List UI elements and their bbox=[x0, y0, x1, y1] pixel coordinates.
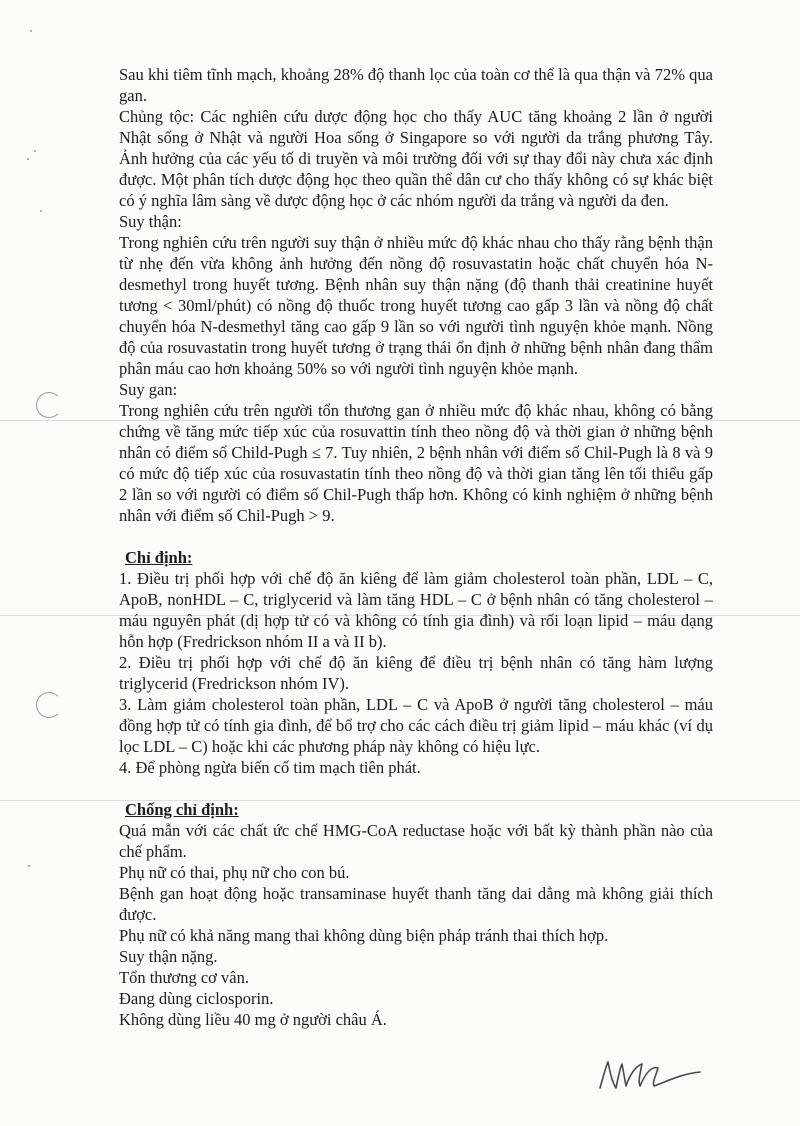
list-item: 4. Để phòng ngừa biến cố tim mạch tiên phát. bbox=[119, 758, 421, 777]
list-item: Quá mẫn với các chất ức chế HMG-CoA reductase hoặc với bất kỳ thành phần nào của chế phẩm. bbox=[119, 821, 713, 861]
document-body bbox=[119, 64, 713, 1030]
scan-dot bbox=[27, 158, 29, 160]
scan-dot bbox=[34, 150, 36, 152]
scan-dot bbox=[30, 30, 32, 32]
paragraph: Trong nghiên cứu trên người suy thận ở nhiều mức độ khác nhau cho thấy rằng bệnh thận từ nhẹ đến vừa không ảnh hưởng đến nồng độ rosuvastatin hoặc chất chuyển hóa N-desmethyl trong huyết tương. Bệnh nhân suy thận nặng (độ thanh thải creatinine huyết tương < 30ml/phút) có nồng độ thuốc trong huyết tương cao gấp 3 lần và nồng độ chất chuyển hóa N-desmethyl tăng cao gấp 9 lần so với người tình nguyện khỏe mạnh. Nồng độ của rosuvastatin trong huyết tương ở trạng thái ổn định ở những bệnh nhân đang thẩm phân máu cao hơn khoảng 50% so với người tình nguyện khỏe mạnh. bbox=[119, 233, 713, 378]
scan-dot bbox=[40, 210, 42, 212]
paragraph: Suy gan: bbox=[119, 380, 178, 399]
scan-dot bbox=[28, 865, 30, 867]
punch-hole-mark bbox=[36, 692, 62, 718]
pharmacokinetics-section bbox=[119, 64, 713, 526]
paragraph: Suy thận: bbox=[119, 212, 182, 231]
list-item: Suy thận nặng. bbox=[119, 947, 218, 966]
list-item: 2. Điều trị phối hợp với chế độ ăn kiêng để điều trị bệnh nhân có tăng hàm lượng triglycerid (Fredrickson nhóm IV). bbox=[119, 653, 713, 693]
paragraph: Trong nghiên cứu trên người tổn thương gan ở nhiều mức độ khác nhau, không có bằng chứng về tăng mức tiếp xúc của rosuvattin tính theo nồng độ và thời gian ở những bệnh nhân có điểm số Child-Pugh ≤ 7. Tuy nhiên, 2 bệnh nhân với điểm số Chil-Pugh là 8 và 9 có mức độ tiếp xúc của rosuvastatin tính theo nồng độ và thời gian tăng lên tối thiểu gấp 2 lần so với người có điểm số Chil-Pugh thấp hơn. Không có kinh nghiệm ở những bệnh nhân với điểm số Chil-Pugh > 9. bbox=[119, 401, 713, 525]
list-item: Tổn thương cơ vân. bbox=[119, 968, 249, 987]
contraindication-heading: Chống chỉ định: bbox=[125, 800, 239, 819]
list-item: Đang dùng ciclosporin. bbox=[119, 989, 274, 1008]
list-item: 1. Điều trị phối hợp với chế độ ăn kiêng để làm giảm cholesterol toàn phần, LDL – C, ApoB, nonHDL – C, triglycerid và làm tăng HDL – C ở bệnh nhân có tăng cholesterol – máu nguyên phát (dị hợp tử có và không có tính gia đình) và rối loạn lipid – máu dạng hỗn hợp (Fredrickson nhóm II a và II b). bbox=[119, 569, 713, 651]
list-item: Phụ nữ có khả năng mang thai không dùng biện pháp tránh thai thích hợp. bbox=[119, 926, 609, 945]
handwritten-signature bbox=[596, 1052, 706, 1097]
list-item: Bệnh gan hoạt động hoặc transaminase huyết thanh tăng dai dẳng mà không giải thích được. bbox=[119, 884, 713, 924]
indication-list bbox=[119, 568, 713, 778]
paragraph: Sau khi tiêm tĩnh mạch, khoảng 28% độ thanh lọc của toàn cơ thể là qua thận và 72% qua gan. bbox=[119, 65, 713, 105]
indication-heading: Chỉ định: bbox=[125, 548, 193, 567]
list-item: Phụ nữ có thai, phụ nữ cho con bú. bbox=[119, 863, 350, 882]
list-item: Không dùng liều 40 mg ở người châu Á. bbox=[119, 1010, 387, 1029]
contraindication-list bbox=[119, 820, 713, 1030]
list-item: 3. Làm giảm cholesterol toàn phần, LDL – C và ApoB ở người tăng cholesterol – máu đồng hợp tử có tính gia đình, để bổ trợ cho các cách điều trị giảm lipid – máu khác (ví dụ lọc LDL – C) hoặc khi các phương pháp này không có hiệu lực. bbox=[119, 695, 713, 756]
punch-hole-mark bbox=[36, 392, 62, 418]
paragraph: Chủng tộc: Các nghiên cứu dược động học cho thấy AUC tăng khoảng 2 lần ở người Nhật sống ở Nhật và người Hoa sống ở Singapore so với người da trắng phương Tây. Ảnh hưởng của các yếu tố di truyền và môi trường đối với sự thay đổi này chưa xác định được. Một phân tích dược động học theo quần thể dân cư cho thấy không có sự khác biệt có ý nghĩa lâm sàng về dược động học ở các nhóm người da trắng và người da đen. bbox=[119, 107, 713, 210]
